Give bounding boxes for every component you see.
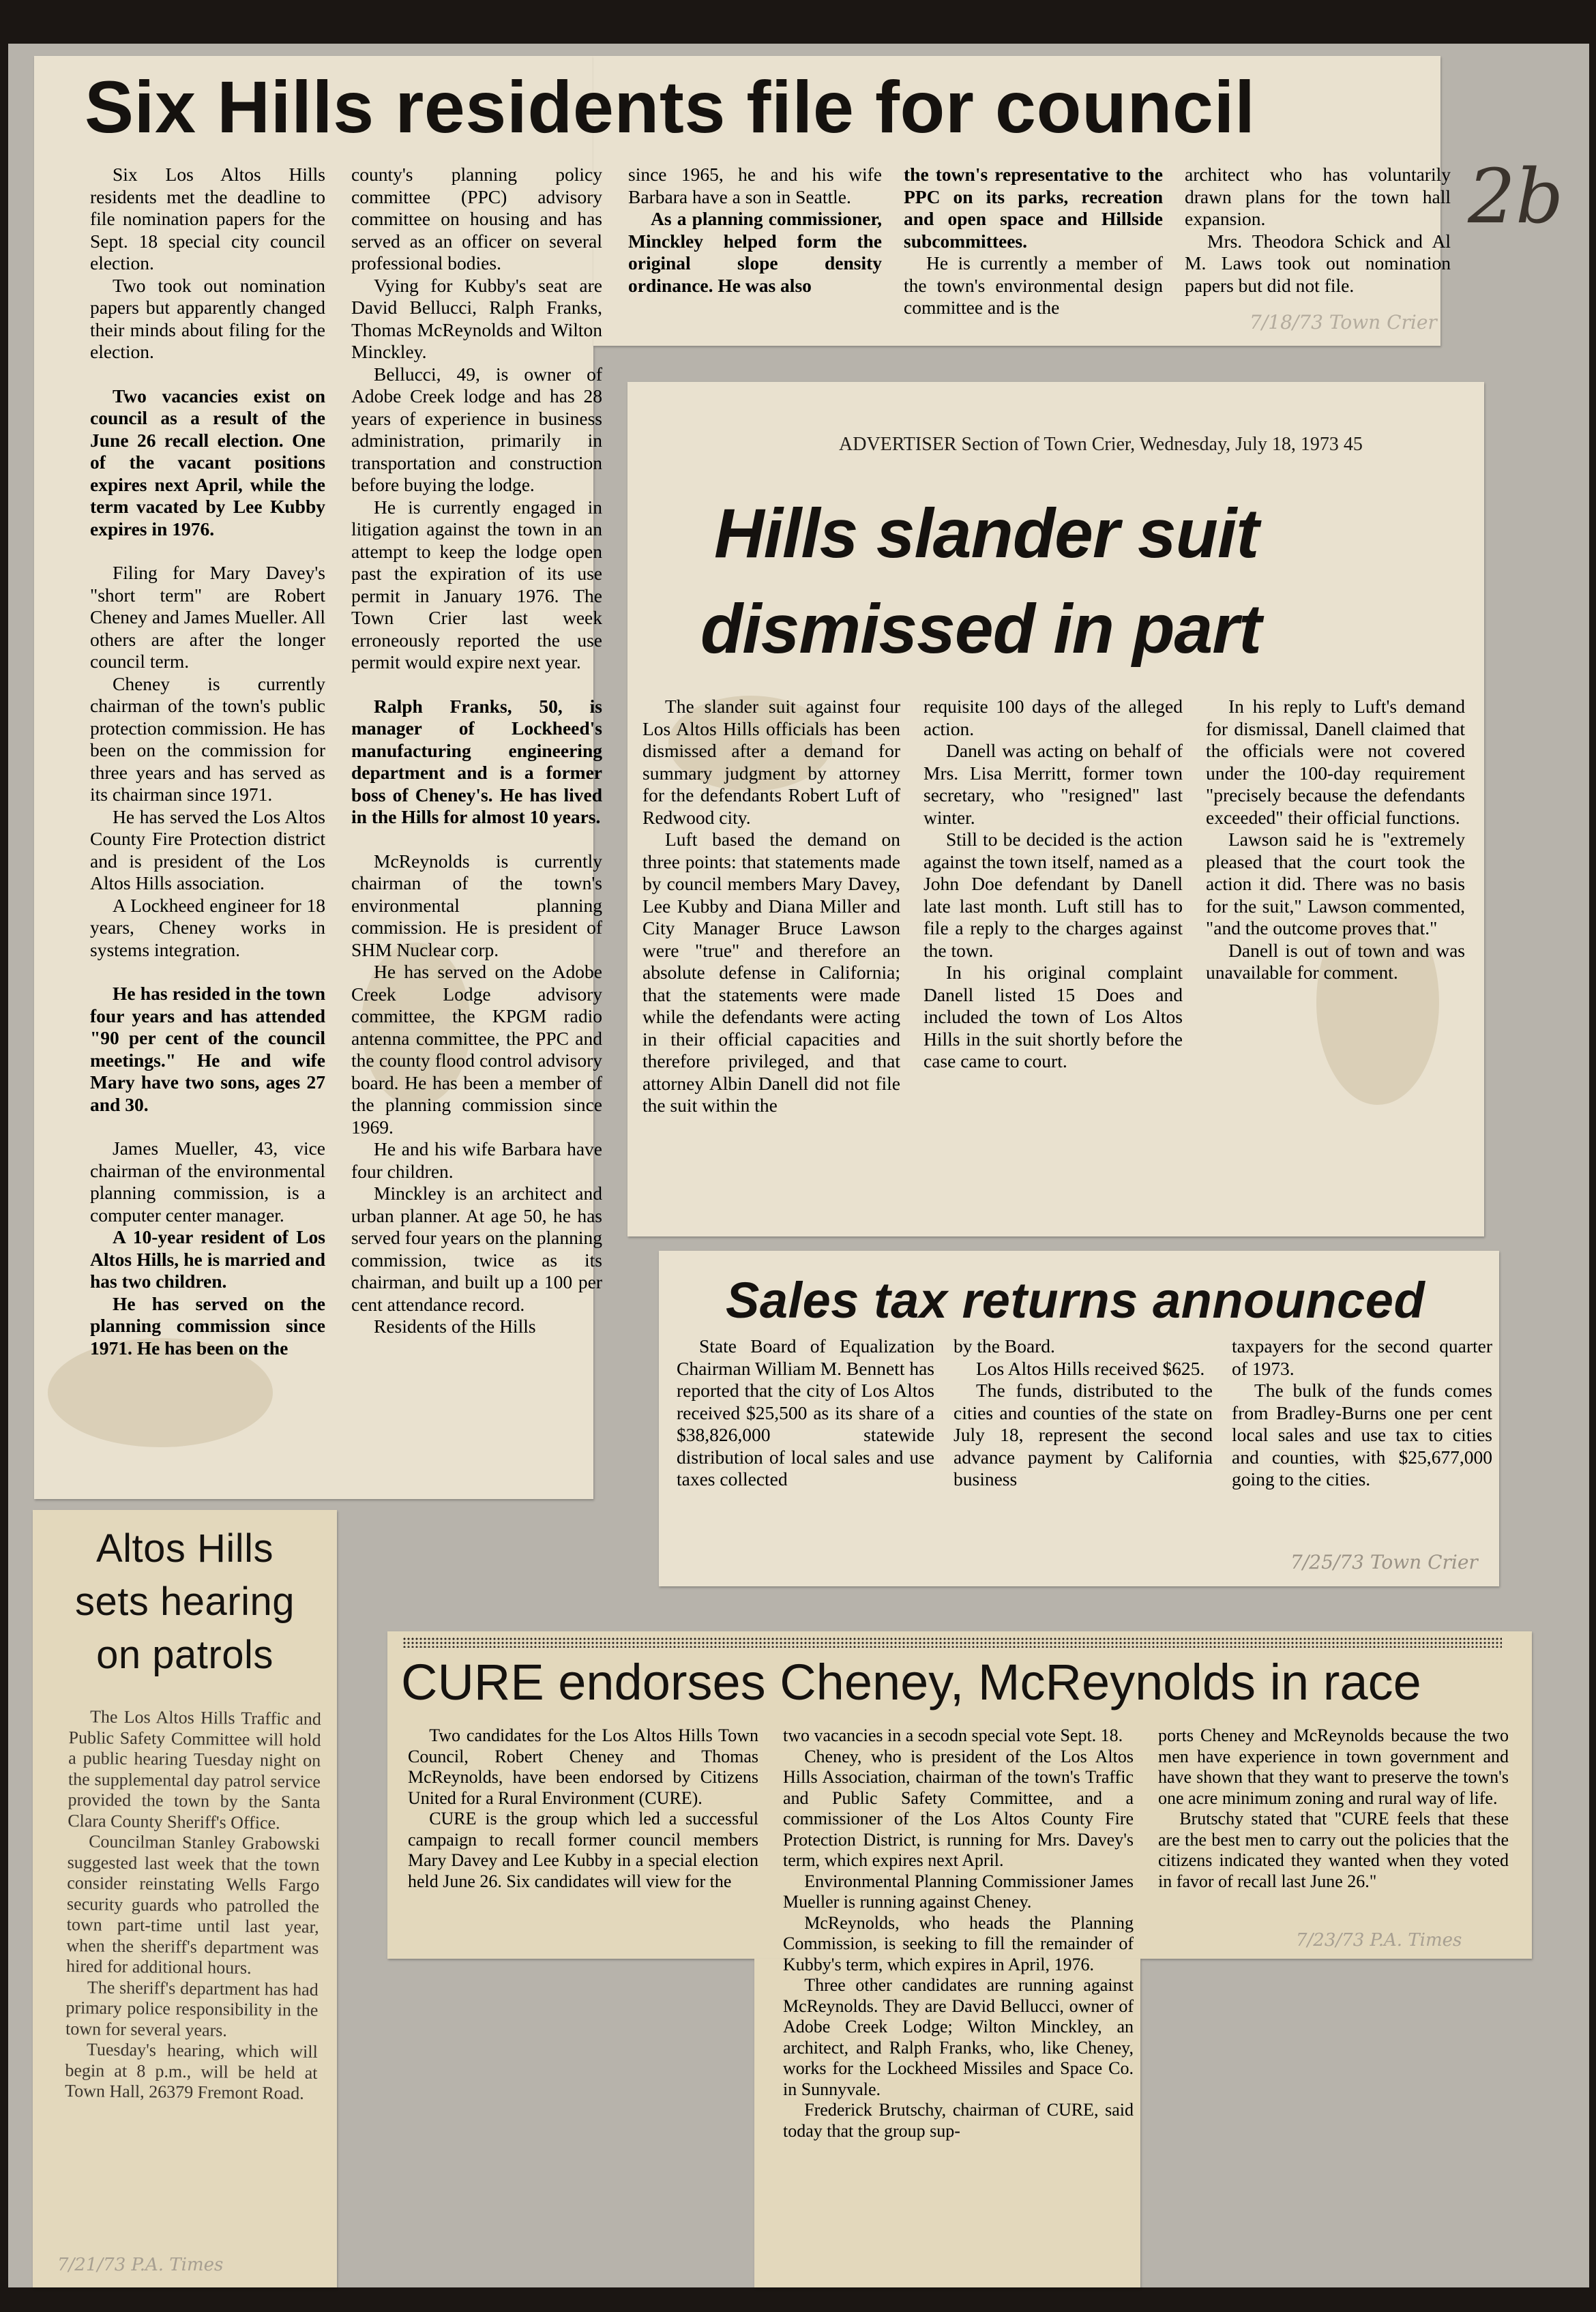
sales-tax-column-1 [677, 1335, 934, 1491]
headline-six-hills: Six Hills residents file for council [85, 65, 1256, 148]
paragraph: In his reply to Luft's demand for dismissal, Danell claimed that the officials were not covered under the 100-day requirement "precisely because the defendants exceeded" their official functions. [1206, 696, 1465, 828]
slander-column-2 [923, 696, 1183, 1117]
paragraph: Luft based the demand on three points: that statements made by council members Mary Davey, Lee Kubby and Diana Miller and City Manager Bruce Lawson were "true" and therefore an absolute defense in California; that the statements were made while the defendants were acting in their official capacities and therefore privileged, and that attorney Albin Danell did not file the suit within the [642, 829, 900, 1116]
cure-column-1 [408, 1725, 758, 2141]
paragraph: Danell was acting on behalf of Mrs. Lisa Merritt, former town secretary, who "resigned" last winter. [923, 740, 1183, 828]
cure-column-2 [783, 1725, 1134, 2141]
headline-patrols-line-1: Altos Hills [95, 1526, 274, 1571]
paragraph: Brutschy stated that "CURE feels that these are the best men to carry out the policies that the citizens indicated they wanted when they voted in favor of recall last June 26." [1158, 1809, 1509, 1891]
six-hills-column-1 [90, 164, 325, 1359]
paragraph: As a planning commissioner, Minckley helped form the original slope density ordinance. He was also [628, 208, 882, 296]
paragraph: CURE is the group which led a successful campaign to recall former council members Mary Davey and Lee Kubby in a special election held June 26. Six candidates will view for the [408, 1809, 758, 1891]
paragraph: Residents of the Hills [374, 1316, 536, 1337]
paragraph: Minckley is an architect and urban planner. At age 50, he has served four years on the planning commission, twice as its chairman, and built up a 100 per cent attendance record. [351, 1183, 602, 1315]
paragraph: He and his wife Barbara have four children. [351, 1138, 602, 1182]
paragraph: Bellucci, 49, is owner of Adobe Creek lodge and has 28 years of experience in business administration, primarily in transportation and construction before buying the lodge. [351, 363, 602, 495]
paragraph: since 1965, he and his wife Barbara have a son in Seattle. [628, 164, 882, 207]
article-patrols-body [65, 1706, 321, 2104]
paragraph: The sheriff's department has had primary police responsibility in the town for several years. [65, 1976, 319, 2041]
paragraph: Two took out nomination papers but apparently changed their minds about filing for the election. [90, 274, 325, 362]
paragraph: county's planning policy committee (PPC) advisory committee on housing and has served as an officer on several professional bodies. [351, 164, 602, 273]
paragraph: Tuesday's hearing, which will begin at 8 p.m., will be held at Town Hall, 26379 Fremont Road. [64, 2039, 318, 2103]
paragraph: State Board of Equalization Chairman William M. Bennett has reported that the city of Los Altos received $25,500 as its share of a $38,826,000 statewide distribution of local sales and use taxes collected [677, 1335, 934, 1490]
handwritten-date-sales-tax: 7/25/73 Town Crier [1290, 1551, 1478, 1573]
paragraph: Still to be decided is the action against the town itself, named as a John Doe defendant by Danell late last month. Luft still has to file a reply to the charges against the town. [923, 829, 1183, 961]
patrols-headline [33, 1522, 337, 1682]
headline-patrols-line-2: sets hearing [75, 1580, 295, 1624]
paragraph: Lawson said he is "extremely pleased that the court took the action it did. There was no basis for the suit," Lawson commented, "and the outcome proves that." [1206, 829, 1465, 938]
slander-column-1 [642, 696, 900, 1117]
paragraph: The funds, distributed to the cities and counties of the state on July 18, represent the second advance payment by California business [954, 1380, 1213, 1490]
paragraph: Two vacancies exist on council as a result of the June 26 recall election. One of the vacant positions expires next April, while the term vacated by Lee Kubby expires in 1976. [90, 385, 325, 539]
paragraph: taxpayers for the second quarter of 1973. [1232, 1335, 1492, 1379]
paragraph: architect who has voluntarily drawn plans for the town hall expansion. [1185, 164, 1451, 229]
paragraph: The Los Altos Hills Traffic and Public Safety Committee will hold a public hearing Tuesday night on the supplemental day patrol service provided the town by the Santa Clara County Sheriff's Office. [68, 1706, 322, 1833]
handwritten-date-six-hills: 7/18/73 Town Crier [1250, 311, 1437, 334]
paragraph: Filing for Mary Davey's "short term" are Robert Cheney and James Mueller. All others are after the longer council term. [90, 562, 325, 672]
paragraph: the town's representative to the PPC on its parks, recreation and open space and Hillside subcommittees. [904, 164, 1163, 252]
paragraph: Vying for Kubby's seat are David Bellucci, Ralph Franks, Thomas McReynolds and Wilton Minckley. [351, 274, 602, 362]
scrapbook-page [8, 44, 1589, 2287]
paragraph: McReynolds, who heads the Planning Commission, is seeking to fill the remainder of Kubby's term, which expires in April, 1976. [783, 1912, 1134, 1974]
article-slander-body [642, 696, 1465, 1117]
handwritten-date-patrols: 7/21/73 P.A. Times [57, 2255, 224, 2275]
article-sales-tax-body [677, 1335, 1492, 1491]
paragraph: McReynolds is currently chairman of the town's environmental planning commission. He is president of SHM Nuclear corp. [351, 850, 602, 960]
paragraph: He is currently engaged in litigation against the town in an attempt to keep the lodge open past the expiration of its use permit in January 1976. The Town Crier last week erroneously reported the use permit would expire next year. [351, 496, 602, 672]
headline-patrols-line-3: on patrols [96, 1633, 274, 1677]
paragraph: He has served the Los Altos County Fire Protection district and is president of the Los Altos Hills association. [90, 805, 325, 893]
paragraph: He has resided in the town four years and has attended "90 per cent of the council meetings." He and wife Mary have two sons, ages 27 and 30. [90, 983, 325, 1115]
headline-cure: CURE endorses Cheney, McReynolds in race [401, 1654, 1421, 1710]
paragraph: Environmental Planning Commissioner James Mueller is running against Cheney. [783, 1871, 1134, 1912]
paragraph: Councilman Stanley Grabowski suggested last week that the town consider reinstating Wells Fargo security guards who patrolled the town part-time until last year, when the sheriff's department was hired for additional hours. [65, 1831, 321, 1978]
paragraph: He has served on the Adobe Creek Lodge advisory committee, the KPGM radio antenna committee, the PPC and the county flood control advisory board. He has been a member of the planning commission since 1969. [351, 961, 602, 1138]
sales-tax-column-2 [954, 1335, 1213, 1491]
paragraph: The bulk of the funds comes from Bradley-Burns one per cent local sales and use tax to cities and counties, with $25,677,000 going to the cities. [1232, 1380, 1492, 1490]
paragraph: He is currently a member of the town's environmental design committee and is the [904, 252, 1163, 318]
cure-dotted-rule [402, 1637, 1502, 1648]
headline-sales-tax: Sales tax returns announced [726, 1272, 1425, 1329]
paragraph: two vacancies in a secodn special vote Sept. 18. [783, 1725, 1123, 1745]
paragraph: He has served on the planning commission since 1971. He has been on the [90, 1292, 325, 1359]
paragraph: In his original complaint Danell listed 15 Does and included the town of Los Altos Hills in the suit shortly before the case came to court. [923, 962, 1183, 1071]
paragraph: Mrs. Theodora Schick and Al M. Laws took out nomination papers but did not file. [1185, 230, 1451, 296]
sales-tax-column-3 [1232, 1335, 1492, 1491]
paragraph: Frederick Brutschy, chairman of CURE, said today that the group sup- [783, 2100, 1134, 2141]
headline-slander-line-1: Hills slander suit [714, 494, 1259, 572]
paragraph: Three other candidates are running against McReynolds. They are David Bellucci, owner of Adobe Creek Lodge; Wilton Minckley, an architect, and Ralph Franks, who, like Cheney, works for the Lockheed Missiles and Space Co. in Sunnyvale. [783, 1975, 1134, 2099]
paragraph: Two candidates for the Los Altos Hills Town Council, Robert Cheney and Thomas McReynolds, have been endorsed by Citizens United for a Rural Environment (CURE). [408, 1725, 758, 1808]
paragraph: by the Board. [954, 1335, 1055, 1357]
paragraph: requisite 100 days of the alleged action. [923, 696, 1183, 739]
handwritten-date-cure: 7/23/73 P.A. Times [1296, 1930, 1462, 1951]
page-number: 45 [1343, 434, 1363, 455]
paragraph: Cheney, who is president of the Los Altos Hills Association, chairman of the town's Traffic and Public Safety Committee, and a commissioner of the Los Altos County Fire Protection District, is running for Mrs. Davey's term, which expires next April. [783, 1746, 1134, 1870]
paragraph: Cheney is currently chairman of the town's public protection commission. He has been on the commission for three years and has served as its chairman since 1971. [90, 672, 325, 805]
paragraph: ports Cheney and McReynolds because the two men have experience in town government and have shown that they want to preserve the town's one acre minimum zoning and rural way of life. [1158, 1725, 1509, 1808]
paragraph: A 10-year resident of Los Altos Hills, he is married and has two children. [90, 1226, 325, 1292]
headline-slander-line-2: dismissed in part [700, 590, 1261, 668]
handwritten-page-number: 2b [1468, 153, 1564, 240]
paragraph: Ralph Franks, 50, is manager of Lockheed's manufacturing engineering department and is a former boss of Cheney's. He has lived in the Hills for almost 10 years. [351, 695, 602, 827]
paragraph: Los Altos Hills received $625. [976, 1357, 1205, 1379]
paragraph: A Lockheed engineer for 18 years, Cheney works in systems integration. [90, 894, 325, 960]
slander-dateline: ADVERTISER Section of Town Crier, Wednesday, July 18, 1973 45 [839, 434, 1363, 455]
slander-column-3 [1206, 696, 1465, 1117]
paragraph: James Mueller, 43, vice chairman of the environmental planning commission, is a computer center manager. [90, 1138, 325, 1226]
six-hills-column-2 [351, 164, 602, 1359]
paragraph: The slander suit against four Los Altos Hills officials has been dismissed after a demand for summary judgment by attorney for the defendants Robert Luft of Redwood city. [642, 696, 900, 828]
paragraph: Six Los Altos Hills residents met the deadline to file nomination papers for the Sept. 18 special city council election. [90, 164, 325, 273]
paragraph: Danell is out of town and was unavailable for comment. [1206, 939, 1465, 983]
